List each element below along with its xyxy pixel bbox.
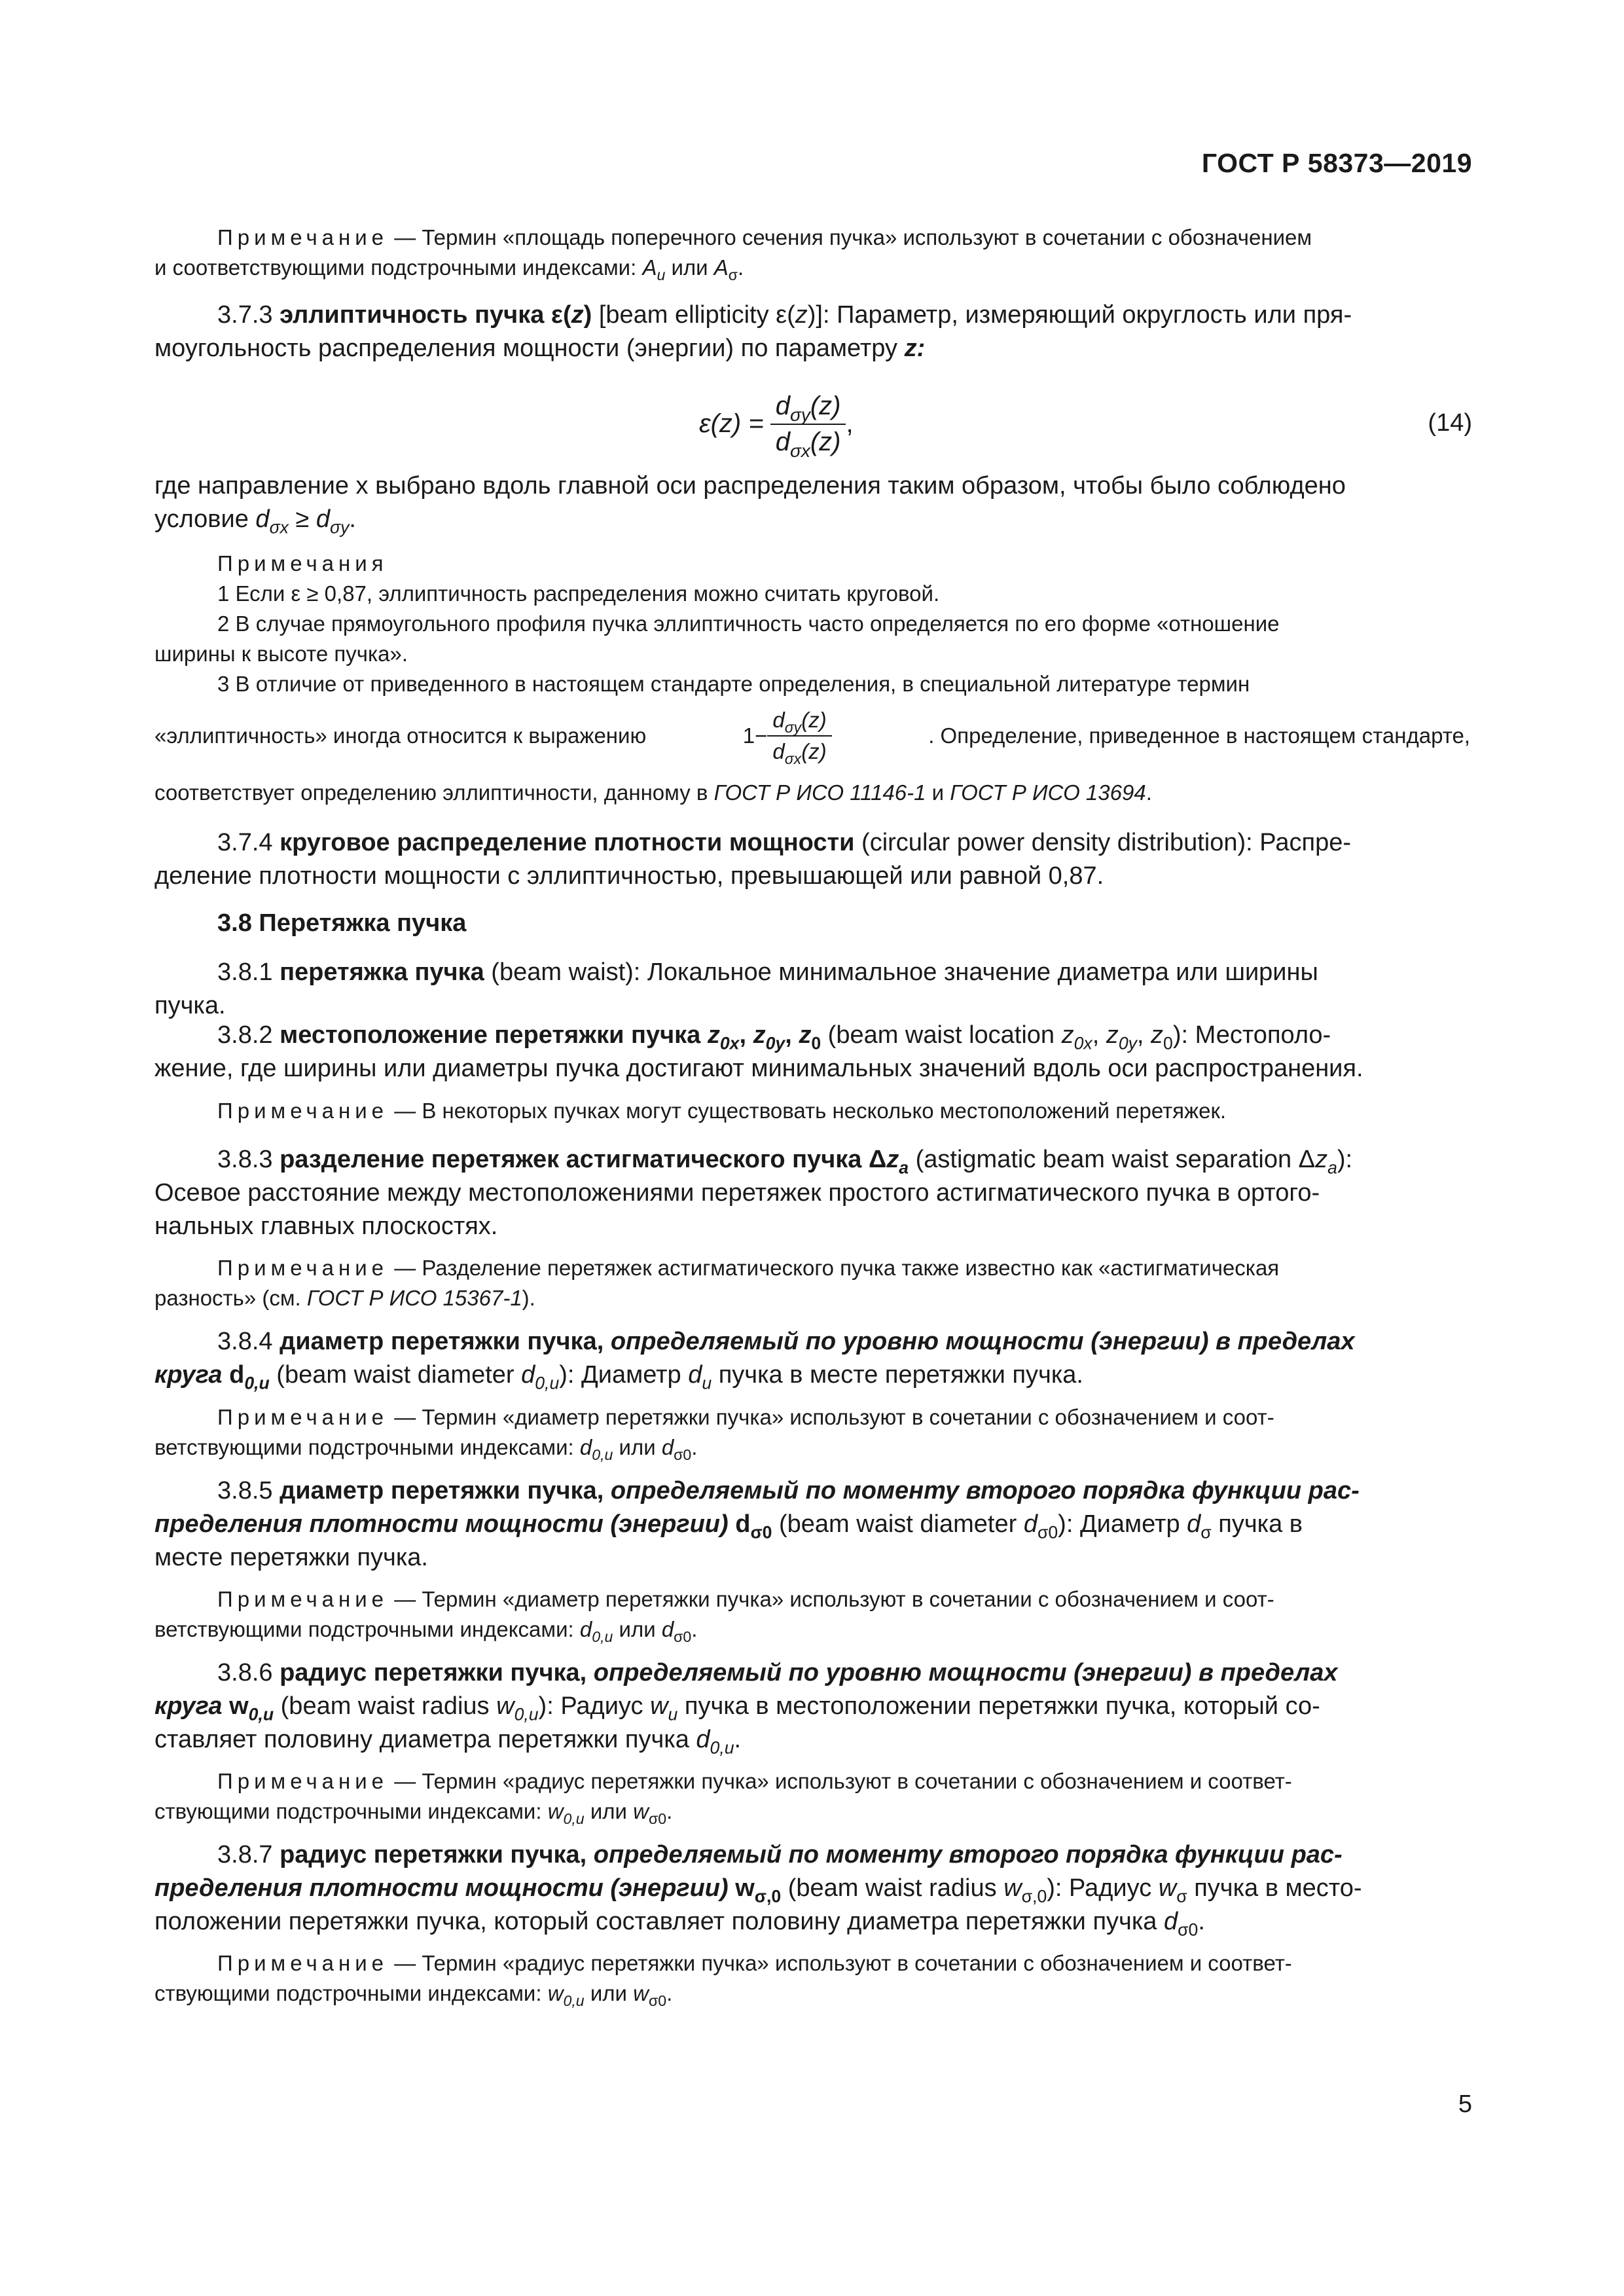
formula-explanation: где направление x выбрано вдоль главной оси распределения таким образом, чтобы было соблюдено условие $d_{\sigma x} \ge d_{\sigma y}$.	[154, 472, 1346, 538]
term-3-8-4: 3.8.4 диаметр перетяжки пучка, определяемый по уровню мощности (энергии) в пределах круга $d_{0,u}$ (beam waist diameter $d_{0,u}$): Диаметр $d_u$ пучка в месте перетяжки пучка.	[154, 1328, 1355, 1393]
standard-code: ГОСТ Р 58373—2019	[1201, 148, 1472, 178]
term-3-7-4: 3.7.4 круговое распределение плотности мощности (circular power density distribution): Распре- деление плотности мощности с эллиптичностью, превышающей или равной 0,87.	[154, 829, 1351, 890]
document-page: ГОСТ Р 58373—2019 Примечание — Термин «площадь поперечного сечения пучка» используют в сочетании с обозначением и соответствующими подстрочными индексами: $A_u$ или $A_\sigma$. 3.7.3 эллиптичность пучка ε(z) [beam ellipticity ε(z)]: Параметр, измеряющий округлость или пря- моугольность распределения мощности (энергии) по параметру z: ε(z) = $\frac{d_{\sigma y}(z)}{d_{\sigma x}(z)}$ , (14) где направление x выбрано вдоль главной оси распределения таким образом, чтобы было соблюдено условие $d_{\sigma x} \ge d_{\sigma y}$. Примечания 1 Если ε ≥ 0,87, эллиптичность распределения можно считать круговой. 2 В случае прямоугольного профиля пучка эллиптичность часто определяется по его форме «отношение ширины к высоте пучка». 3 В отличие от приведенного в настоящем стандарте определения, в специальной литературе термин «эллиптичность» иногда относится к выражению 1− $\frac{d_{\sigma y}(z)}{d_{\sigma x}(z)}$ . Определение, приведенное в настоящем стандарте, соответствует определению эллиптичности, данному в ГОСТ Р ИСО 11146-1 и ГОСТ Р ИСО 13694. 3.7.4 круговое распределение плотности мощности (circular power density distribution): Распре- деление плотности мощности с эллиптичностью, превышающей или равной 0,87. 3.8 Перетяжка пучка 3.8.1 перетяжка пучка (beam waist): Локальное минимальное значение диаметра или ширины пучка. 3.8.2 местоположение перетяжки пучка $z_{0x}$, $z_{0y}$, $z_0$ (beam waist location $z_{0x}$, $z_{0y}$, $z_0$): Местополо- жение, где ширины или диаметры пучка достигают минимальных значений вдоль оси распространения. Примечание — В некоторых пучках могут существовать несколько местоположений перетяжек. 3.8.3 разделение перетяжек астигматического пучка $\Delta z_a$ (astigmatic beam waist separation $\Delta z_a$): Осевое расстояние между местоположениями перетяжек простого астигматического пучка в ортого- нальных главных плоскостях. Примечание — Разделение перетяжек астигматического пучка также известно как «астигматическая разность» (см. ГОСТ Р ИСО 15367-1). 3.8.4 диаметр перетяжки пучка, определяемый по уровню мощности (энергии) в пределах круга $d_{0,u}$ (beam waist diameter $d_{0,u}$): Диаметр $d_u$ пучка в месте перетяжки пучка. Примечание — Термин «диаметр перетяжки пучка» используют в сочетании с обозначением и соот- ветствующими подстрочными индексами: $d_{0,u}$ или $d_{\sigma 0}$. 3.8.5 диаметр перетяжки пучка, определяемый по моменту второго порядка функции рас- пределения плотности мощности (энергии) $d_{\sigma 0}$ (beam waist diameter $d_{\sigma 0}$): Диаметр $d_\sigma$ пучка в месте перетяжки пучка. Примечание — Термин «диаметр перетяжки пучка» используют в сочетании с обозначением и соот- ветствующими подстрочными индексами: $d_{0,u}$ или $d_{\sigma 0}$. 3.8.6 радиус перетяжки пучка, определяемый по уровню мощности (энергии) в пределах круга $w_{0,u}$ (beam waist radius $w_{0,u}$): Радиус $w_u$ пучка в местоположении перетяжки пучка, который со- ставляет половину диаметра перетяжки пучка $d_{0,u}$. Примечание — Термин «радиус перетяжки пучка» используют в сочетании с обозначением и соответ- ствующими подстрочными индексами: $w_{0,u}$ или $w_{\sigma 0}$. 3.8.7 радиус перетяжки пучка, определяемый по моменту второго порядка функции рас- пределения плотности мощности (энергии) $w_{\sigma,0}$ (beam waist radius $w_{\sigma,0}$): Радиус $w_\sigma$ пучка в место- положении перетяжки пучка, который составляет половину диаметра перетяжки пучка $d_{\sigma 0}$. Примечание — Термин «радиус перетяжки пучка» используют в сочетании с обозначением и соответ- ствующими подстрочными индексами: $w_{0,u}$ или $w_{\sigma 0}$. 5	[154, 148, 1472, 2118]
term-3-8-6: 3.8.6 радиус перетяжки пучка, определяемый по уровню мощности (энергии) в пределах круга $w_{0,u}$ (beam waist radius $w_{0,u}$): Радиус $w_u$ пучка в местоположении перетяжки пучка, который со- ставляет половину диаметра перетяжки пучка $d_{0,u}$.	[154, 1659, 1338, 1758]
term-3-8-5: 3.8.5 диаметр перетяжки пучка, определяемый по моменту второго порядка функции рас- пределения плотности мощности (энергии) $d_{\sigma 0}$ (beam waist diameter $d_{\sigma 0}$): Диаметр $d_\sigma$ пучка в месте перетяжки пучка.	[154, 1477, 1360, 1571]
note-3-8-2: Примечание — В некоторых пучках могут существовать несколько местоположений перетяжек.	[217, 1099, 1227, 1123]
reference-gost-15367: ГОСТ Р ИСО 15367-1	[306, 1286, 522, 1310]
reference-gost-11146: ГОСТ Р ИСО 11146-1	[713, 780, 926, 805]
term-3-8-3: 3.8.3 разделение перетяжек астигматического пучка $\Delta z_a$ (astigmatic beam waist separation $\Delta z_a$): Осевое расстояние между местоположениями перетяжек простого астигматического пучка в ортого- нальных главных плоскостях.	[154, 1146, 1353, 1240]
note-3-expression-line: «эллиптичность» иногда относится к выражению 1− $\frac{d_{\sigma y}(z)}{d_{\sigma x}(z)}$ . Определение, приведенное в настоящем стандарте,	[154, 707, 1470, 767]
formula-fraction: $\frac{d_{\sigma y}(z)}{d_{\sigma x}(z)}$	[770, 392, 846, 457]
formula-lhs: ε(z) =	[699, 409, 764, 438]
reference-gost-13694: ГОСТ Р ИСО 13694	[950, 780, 1146, 805]
note-3-8-4: Примечание — Термин «диаметр перетяжки пучка» используют в сочетании с обозначением и соот- ветствующими подстрочными индексами: $d_{0,u}$ или $d_{\sigma 0}$.	[154, 1405, 1274, 1464]
term-3-7-3: 3.7.3 эллиптичность пучка ε(z) [beam ellipticity ε(z)]: Параметр, измеряющий округлость или пря- моугольность распределения мощности (энергии) по параметру z:	[154, 301, 1352, 362]
page-number: 5	[1458, 2090, 1472, 2118]
term-3-8-2: 3.8.2 местоположение перетяжки пучка $z_{0x}$, $z_{0y}$, $z_0$ (beam waist location $z_{0x}$, $z_{0y}$, $z_0$): Местополо- жение, где ширины или диаметры пучка достигают минимальных значений вдоль оси распространения.	[154, 1021, 1363, 1082]
note-label: Примечание	[217, 225, 389, 249]
term-3-8-1: 3.8.1 перетяжка пучка (beam waist): Локальное минимальное значение диаметра или ширины пучка.	[154, 958, 1318, 1019]
notes-label: Примечания	[217, 551, 388, 575]
note-3-conclusion: соответствует определению эллиптичности, данному в ГОСТ Р ИСО 11146-1 и ГОСТ Р ИСО 13694.	[154, 780, 1152, 805]
notes-3-7-3: Примечания 1 Если ε ≥ 0,87, эллиптичность распределения можно считать круговой. 2 В случае прямоугольного профиля пучка эллиптичность часто определяется по его форме «отношение ширины к высоте пучка». 3 В отличие от приведенного в настоящем стандарте определения, в специальной литературе термин	[154, 551, 1280, 696]
section-title: 3.8 Перетяжка пучка	[217, 909, 467, 937]
note-3-8-6: Примечание — Термин «радиус перетяжки пучка» используют в сочетании с обозначением и соответ- ствующими подстрочными индексами: $w_{0,u}$ или $w_{\sigma 0}$.	[154, 1769, 1292, 1828]
note-3-8-3: Примечание — Разделение перетяжек астигматического пучка также известно как «астигматическая разность» (см. ГОСТ Р ИСО 15367-1).	[154, 1256, 1280, 1310]
note-cross-section: Примечание — Термин «площадь поперечного сечения пучка» используют в сочетании с обозначением и соответствующими подстрочными индексами: $A_u$ или $A_\sigma$.	[154, 225, 1312, 284]
note-3-8-7: Примечание — Термин «радиус перетяжки пучка» используют в сочетании с обозначением и соответ- ствующими подстрочными индексами: $w_{0,u}$ или $w_{\sigma 0}$.	[154, 1951, 1292, 2010]
ellipticity-expression: 1− $\frac{d_{\sigma y}(z)}{d_{\sigma x}(z)}$	[743, 708, 832, 764]
note-3-8-5: Примечание — Термин «диаметр перетяжки пучка» используют в сочетании с обозначением и соот- ветствующими подстрочными индексами: $d_{0,u}$ или $d_{\sigma 0}$.	[154, 1587, 1274, 1646]
term-3-8-7: 3.8.7 радиус перетяжки пучка, определяемый по моменту второго порядка функции рас- пределения плотности мощности (энергии) $w_{\sigma,0}$ (beam waist radius $w_{\sigma,0}$): Радиус $w_\sigma$ пучка в место- положении перетяжки пучка, который составляет половину диаметра перетяжки пучка $d_{\sigma 0}$.	[154, 1841, 1362, 1940]
section-3-8	[154, 907, 1470, 940]
equation-number: (14)	[1428, 409, 1472, 437]
